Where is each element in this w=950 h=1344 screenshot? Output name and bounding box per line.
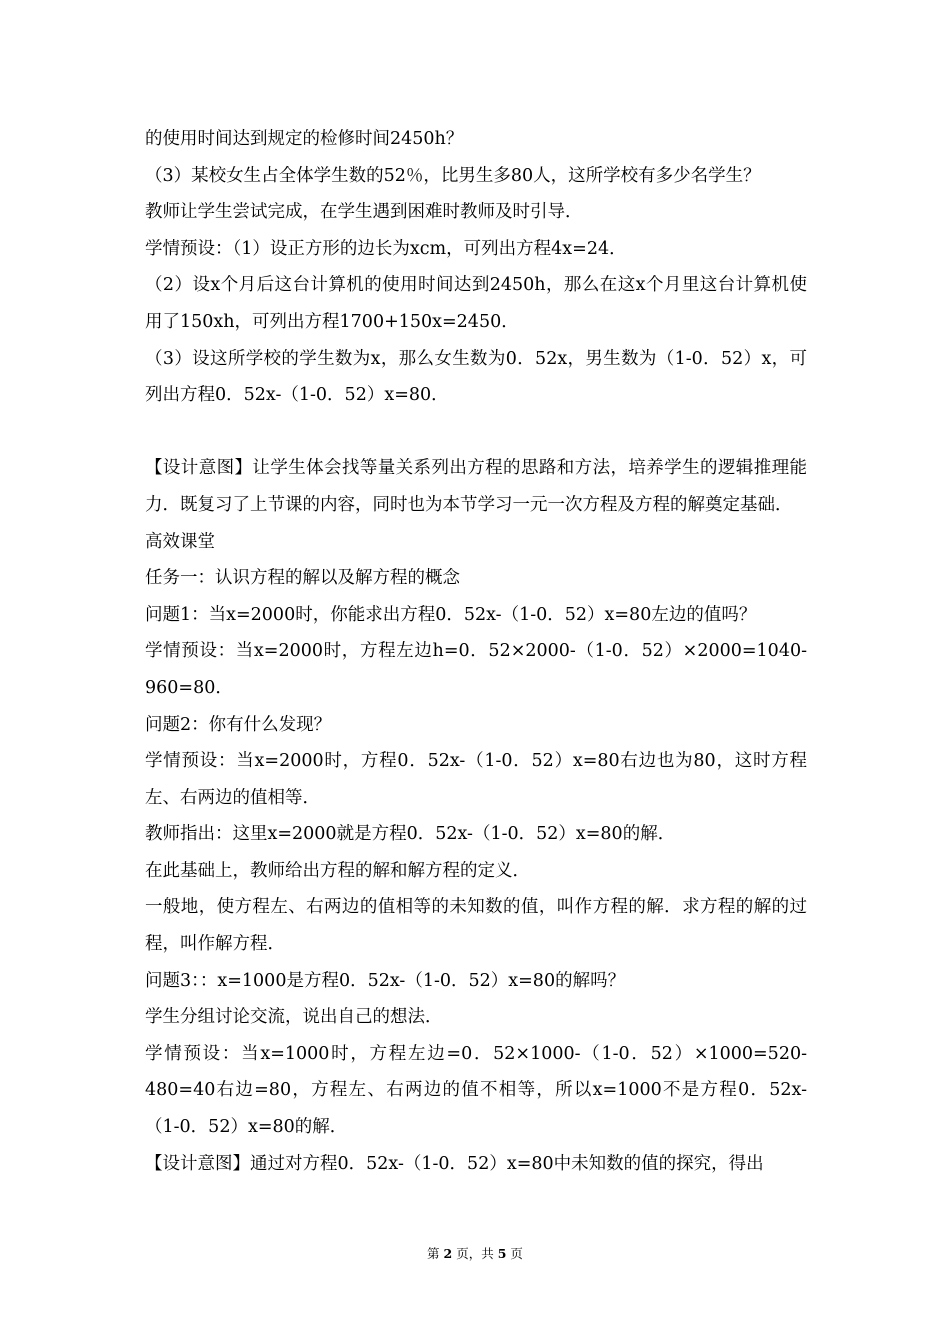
paragraph: （3）某校女生占全体学生数的52％，比男生多80人，这所学校有多少名学生？ [145, 165, 761, 186]
footer-total-pages: 5 [497, 1246, 507, 1261]
blank-line [145, 414, 807, 451]
question-paragraph: 问题3：：x=1000是方程0．52x-（1-0．52）x=80的解吗？ [145, 970, 626, 991]
question-paragraph: 问题1：当x=2000时，你能求出方程0．52x-（1-0．52）x=80左边的值吗？ [145, 604, 757, 625]
paragraph: （3）设这所学校的学生数为x，那么女生数为0．52x，男生数为（1-0．52）x，可列出方程0．52x-（1-0．52）x=80． [145, 348, 807, 406]
task-heading: 任务一：认识方程的解以及解方程的概念 [145, 568, 460, 589]
paragraph: 学生分组讨论交流，说出自己的想法． [145, 1007, 443, 1028]
paragraph: 的使用时间达到规定的检修时间2450h？ [145, 129, 464, 149]
paragraph: 学情预设：当x=2000时，方程0．52x-（1-0．52）x=80右边也为80，这时方程左、右两边的值相等． [145, 751, 807, 808]
question-paragraph: 问题2：你有什么发现？ [145, 714, 332, 735]
definition-paragraph: 一般地，使方程左、右两边的值相等的未知数的值，叫作方程的解．求方程的解的过程，叫作解方程． [145, 897, 807, 955]
paragraph: 学情预设：当x=2000时，方程左边h=0．52×2000-（1-0．52）×2000=1040-960=80． [145, 641, 807, 698]
paragraph: 学情预设：（1）设正方形的边长为xcm，可列出方程4x=24． [145, 238, 627, 259]
page-footer [0, 1245, 950, 1263]
paragraph: （2）设x个月后这台计算机的使用时间达到2450h，那么在这x个月里这台计算机使用了150xh，可列出方程1700+150x=2450． [145, 275, 807, 332]
design-intent-paragraph: 【设计意图】让学生体会找等量关系列出方程的思路和方法，培养学生的逻辑推理能力．既复习了上节课的内容，同时也为本节学习一元一次方程及方程的解奠定基础． [145, 458, 807, 515]
section-heading: 高效课堂 [145, 531, 215, 552]
page-body [145, 121, 807, 1182]
footer-prefix: 第 [427, 1246, 440, 1261]
footer-middle: 页，共 [456, 1246, 494, 1261]
paragraph: 学情预设：当x=1000时，方程左边=0．52×1000-（1-0．52）×1000=520-480=40右边=80，方程左、右两边的值不相等，所以x=1000不是方程0．52x-（1-0．52）x=80的解． [145, 1043, 807, 1138]
paragraph: 在此基础上，教师给出方程的解和解方程的定义． [145, 860, 530, 881]
paragraph: 教师让学生尝试完成，在学生遇到困难时教师及时引导． [145, 202, 583, 223]
design-intent-paragraph: 【设计意图】通过对方程0．52x-（1-0．52）x=80中未知数的值的探究，得出 [145, 1153, 764, 1174]
footer-suffix: 页 [510, 1246, 523, 1261]
footer-current-page: 2 [443, 1246, 453, 1261]
paragraph: 教师指出：这里x=2000就是方程0．52x-（1-0．52）x=80的解． [145, 824, 676, 845]
